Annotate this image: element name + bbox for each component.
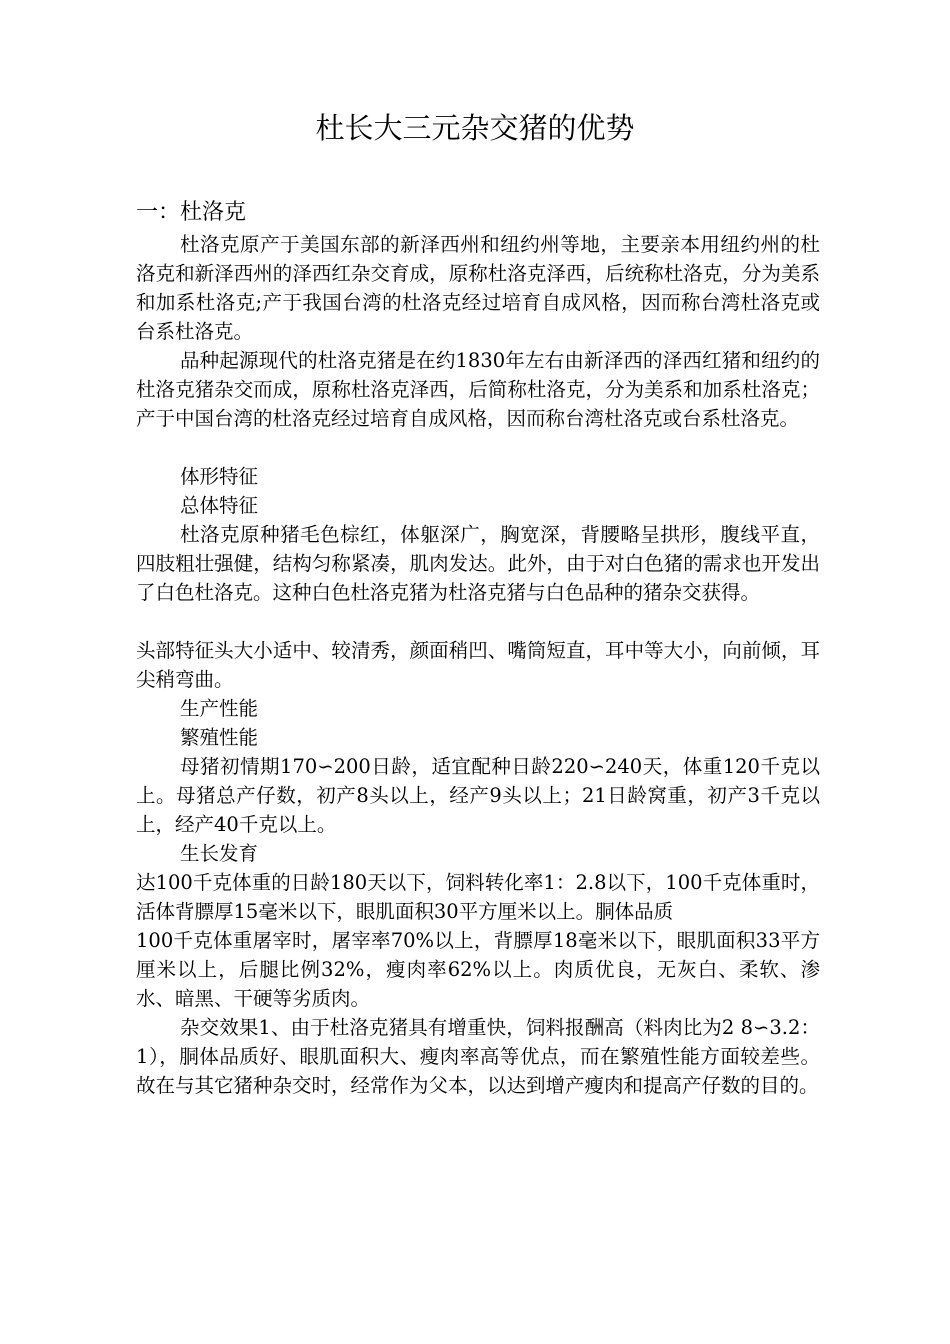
paragraph-carcass: 100千克体重屠宰时，屠宰率70%以上，背膘厚18毫米以下，眼肌面积33平方厘米以上，后腿比例32%，瘦肉率62%以上。肉质优良，无灰白、柔软、渗水、暗黑、干硬等劣质肉。 [136, 929, 820, 1010]
document-title: 杜长大三元杂交猪的优势 [315, 111, 635, 145]
paragraph-breed-history: 品种起源现代的杜洛克猪是在约1830年左右由新泽西的泽西红猪和纽约的杜洛克猪杂交而成，原称杜洛克泽西，后简称杜洛克，分为美系和加系杜洛克；产于中国台湾的杜洛克经过培育自成风格，因而称台湾杜洛克或台系杜洛克。 [136, 349, 820, 430]
blank-line [136, 607, 820, 636]
paragraph-appearance: 杜洛克原种猪毛色棕红，体躯深广，胸宽深，背腰略呈拱形，腹线平直，四肢粗壮强健，结构匀称紧凑，肌肉发达。此外，由于对白色猪的需求也开发出了白色杜洛克。这种白色杜洛克猪为杜洛克猪与白色品种的猪杂交获得。 [136, 523, 820, 604]
subheading-body-shape: 体形特征 [180, 465, 259, 488]
paragraph-origin: 杜洛克原产于美国东部的新泽西州和纽约州等地，主要亲本用纽约州的杜洛克和新泽西州的泽西红杂交育成，原称杜洛克泽西，后统称杜洛克，分为美系和加系杜洛克;产于我国台湾的杜洛克经过培育自成风格，因而称台湾杜洛克或台系杜洛克。 [136, 233, 820, 343]
paragraph-crossbreeding: 杂交效果1、由于杜洛克猪具有增重快，饲料报酬高（料肉比为2 8∽3.2：1），胴体品质好、眼肌面积大、瘦肉率高等优点，而在繁殖性能方面较差些。故在与其它猪种杂交时，经常作为父本，以达到增产瘦肉和提高产仔数的目的。 [136, 1016, 820, 1097]
document-body [136, 196, 820, 1100]
subheading-production: 生产性能 [180, 697, 259, 720]
subheading-growth: 生长发育 [180, 842, 259, 865]
paragraph-reproduction: 母猪初情期170∽200日龄，适宜配种日龄220∽240天，体重120千克以上。母猪总产仔数，初产8头以上，经产9头以上；21日龄窝重，初产3千克以上，经产40千克以上。 [136, 755, 820, 836]
blank-line [136, 433, 820, 462]
paragraph-head-features: 头部特征头大小适中、较清秀，颜面稍凹、嘴筒短直，耳中等大小，向前倾，耳尖稍弯曲。 [136, 639, 820, 691]
subheading-reproduction: 繁殖性能 [180, 726, 259, 749]
subheading-overall-features: 总体特征 [180, 494, 259, 517]
paragraph-growth: 达100千克体重的日龄180天以下，饲料转化率1：2.8以下，100千克体重时，活体背膘厚15毫米以下，眼肌面积30平方厘米以上。胴体品质 [136, 871, 820, 923]
section-heading: 一：杜洛克 [136, 200, 247, 225]
